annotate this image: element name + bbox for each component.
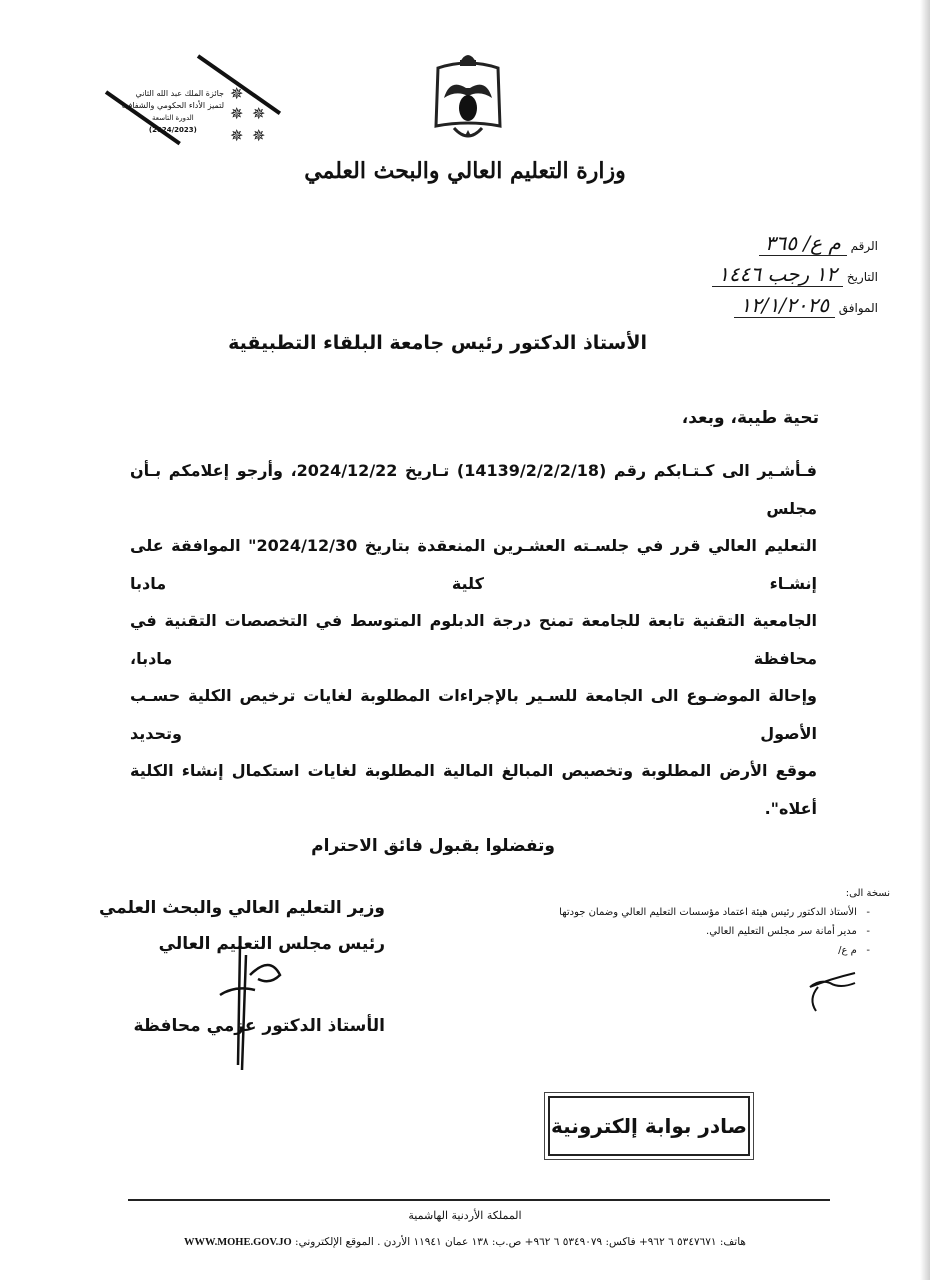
body-line: وإحالة الموضـوع الى الجامعة للسـير بالإجراءات المطلوبة لغايات ترخيص الكلية حسـب الأصول وتحديد — [130, 686, 817, 743]
scan-edge-shadow — [920, 0, 930, 1280]
cc-item: - الأستاذ الدكتور رئيس هيئة اعتماد مؤسسات التعليم العالي وضمان جودتها — [559, 907, 870, 918]
star-icon: ✵ — [230, 84, 244, 103]
cc-item: - م ع/ — [838, 945, 870, 956]
award-badge — [110, 60, 310, 170]
reference-gregorian-value: ١٢/١/٢٠٢٥ — [734, 293, 835, 318]
award-line-4: (2024/2023) — [148, 126, 197, 134]
cc-label: نسخة الى: — [845, 888, 890, 899]
addressee: الأستاذ الدكتور رئيس جامعة البلقاء التطبيقية — [228, 332, 647, 354]
signatory-title-1: وزير التعليم العالي والبحث العلمي — [98, 898, 385, 918]
cc-item: - مدير أمانة سر مجلس التعليم العالي. — [706, 926, 870, 937]
body-line: التعليم العالي قرر في جلسـته العشـرين المنعقدة بتاريخ 2024/12/30" الموافقة على إنشـاء كلية مادبا — [130, 536, 817, 593]
reference-date-label: التاريخ — [846, 270, 878, 284]
reference-number-label: الرقم — [850, 239, 878, 253]
closing: وتفضلوا بقبول فائق الاحترام — [311, 836, 555, 856]
star-icon: ✵ — [252, 104, 266, 123]
greeting: تحية طيبة، وبعد، — [681, 408, 819, 428]
reference-number-value: م ع/ ٣٦٥ — [759, 231, 847, 256]
reference-date — [712, 263, 878, 289]
award-line-3: الدورة التاسعة — [152, 114, 194, 122]
signatory-title-2: رئيس مجلس التعليم العالي — [158, 934, 385, 954]
signature-block — [98, 895, 385, 1039]
reference-gregorian-label: الموافق — [838, 301, 878, 315]
reference-gregorian — [734, 294, 878, 320]
signatory-name: الأستاذ الدكتور عزمي محافظة — [133, 1016, 385, 1036]
star-icon: ✵ — [252, 126, 266, 145]
reference-date-value: ١٢ رجب ١٤٤٦ — [712, 262, 843, 287]
body-line: فـأشـير الى كـتـابكم رقم (14139/2/2/2/18) تـاريخ 2024/12/22، وأرجو إعلامكم بـأن مجلس — [130, 461, 818, 518]
footer-website[interactable]: WWW.MOHE.GOV.JO — [184, 1237, 292, 1248]
footer-contact — [40, 1234, 890, 1251]
jordan-coat-of-arms-icon — [430, 48, 506, 148]
body-line: موقع الأرض المطلوبة وتخصيص المبالغ المالية المطلوبة لغايات استكمال إنشاء الكلية أعلاه". — [130, 761, 817, 818]
handwritten-signature-icon — [200, 935, 310, 1075]
ministry-name: وزارة التعليم العالي والبحث العلمي — [304, 158, 626, 184]
body-line: الجامعية التقنية تابعة للجامعة تمنح درجة الدبلوم المتوسط في التخصصات التقنية في محافظة مادبا، — [130, 611, 817, 668]
star-icon: ✵ — [230, 104, 244, 123]
cc-list — [540, 884, 890, 960]
footer-contact-text: هاتف: ٥٣٤٧٦٧١ ٦ ٩٦٢+ فاكس: ٥٣٤٩٠٧٩ ٦ ٩٦٢+ ص.ب: ١٣٨ عمان ١١٩٤١ الأردن . الموقع الإلكتروني: — [295, 1236, 746, 1248]
star-icon: ✵ — [230, 126, 244, 145]
reference-number — [759, 232, 878, 258]
initials-signature-icon — [800, 965, 860, 1015]
footer-kingdom: المملكة الأردنية الهاشمية — [408, 1209, 522, 1222]
electronic-portal-stamp: صادر بوابة إلكترونية — [548, 1096, 750, 1156]
award-line-2: لتميز الأداء الحكومي والشفافية — [121, 101, 224, 110]
letter-body — [130, 452, 817, 827]
award-line-1: جائزة الملك عبد الله الثاني — [135, 89, 224, 98]
footer-divider — [128, 1199, 830, 1201]
